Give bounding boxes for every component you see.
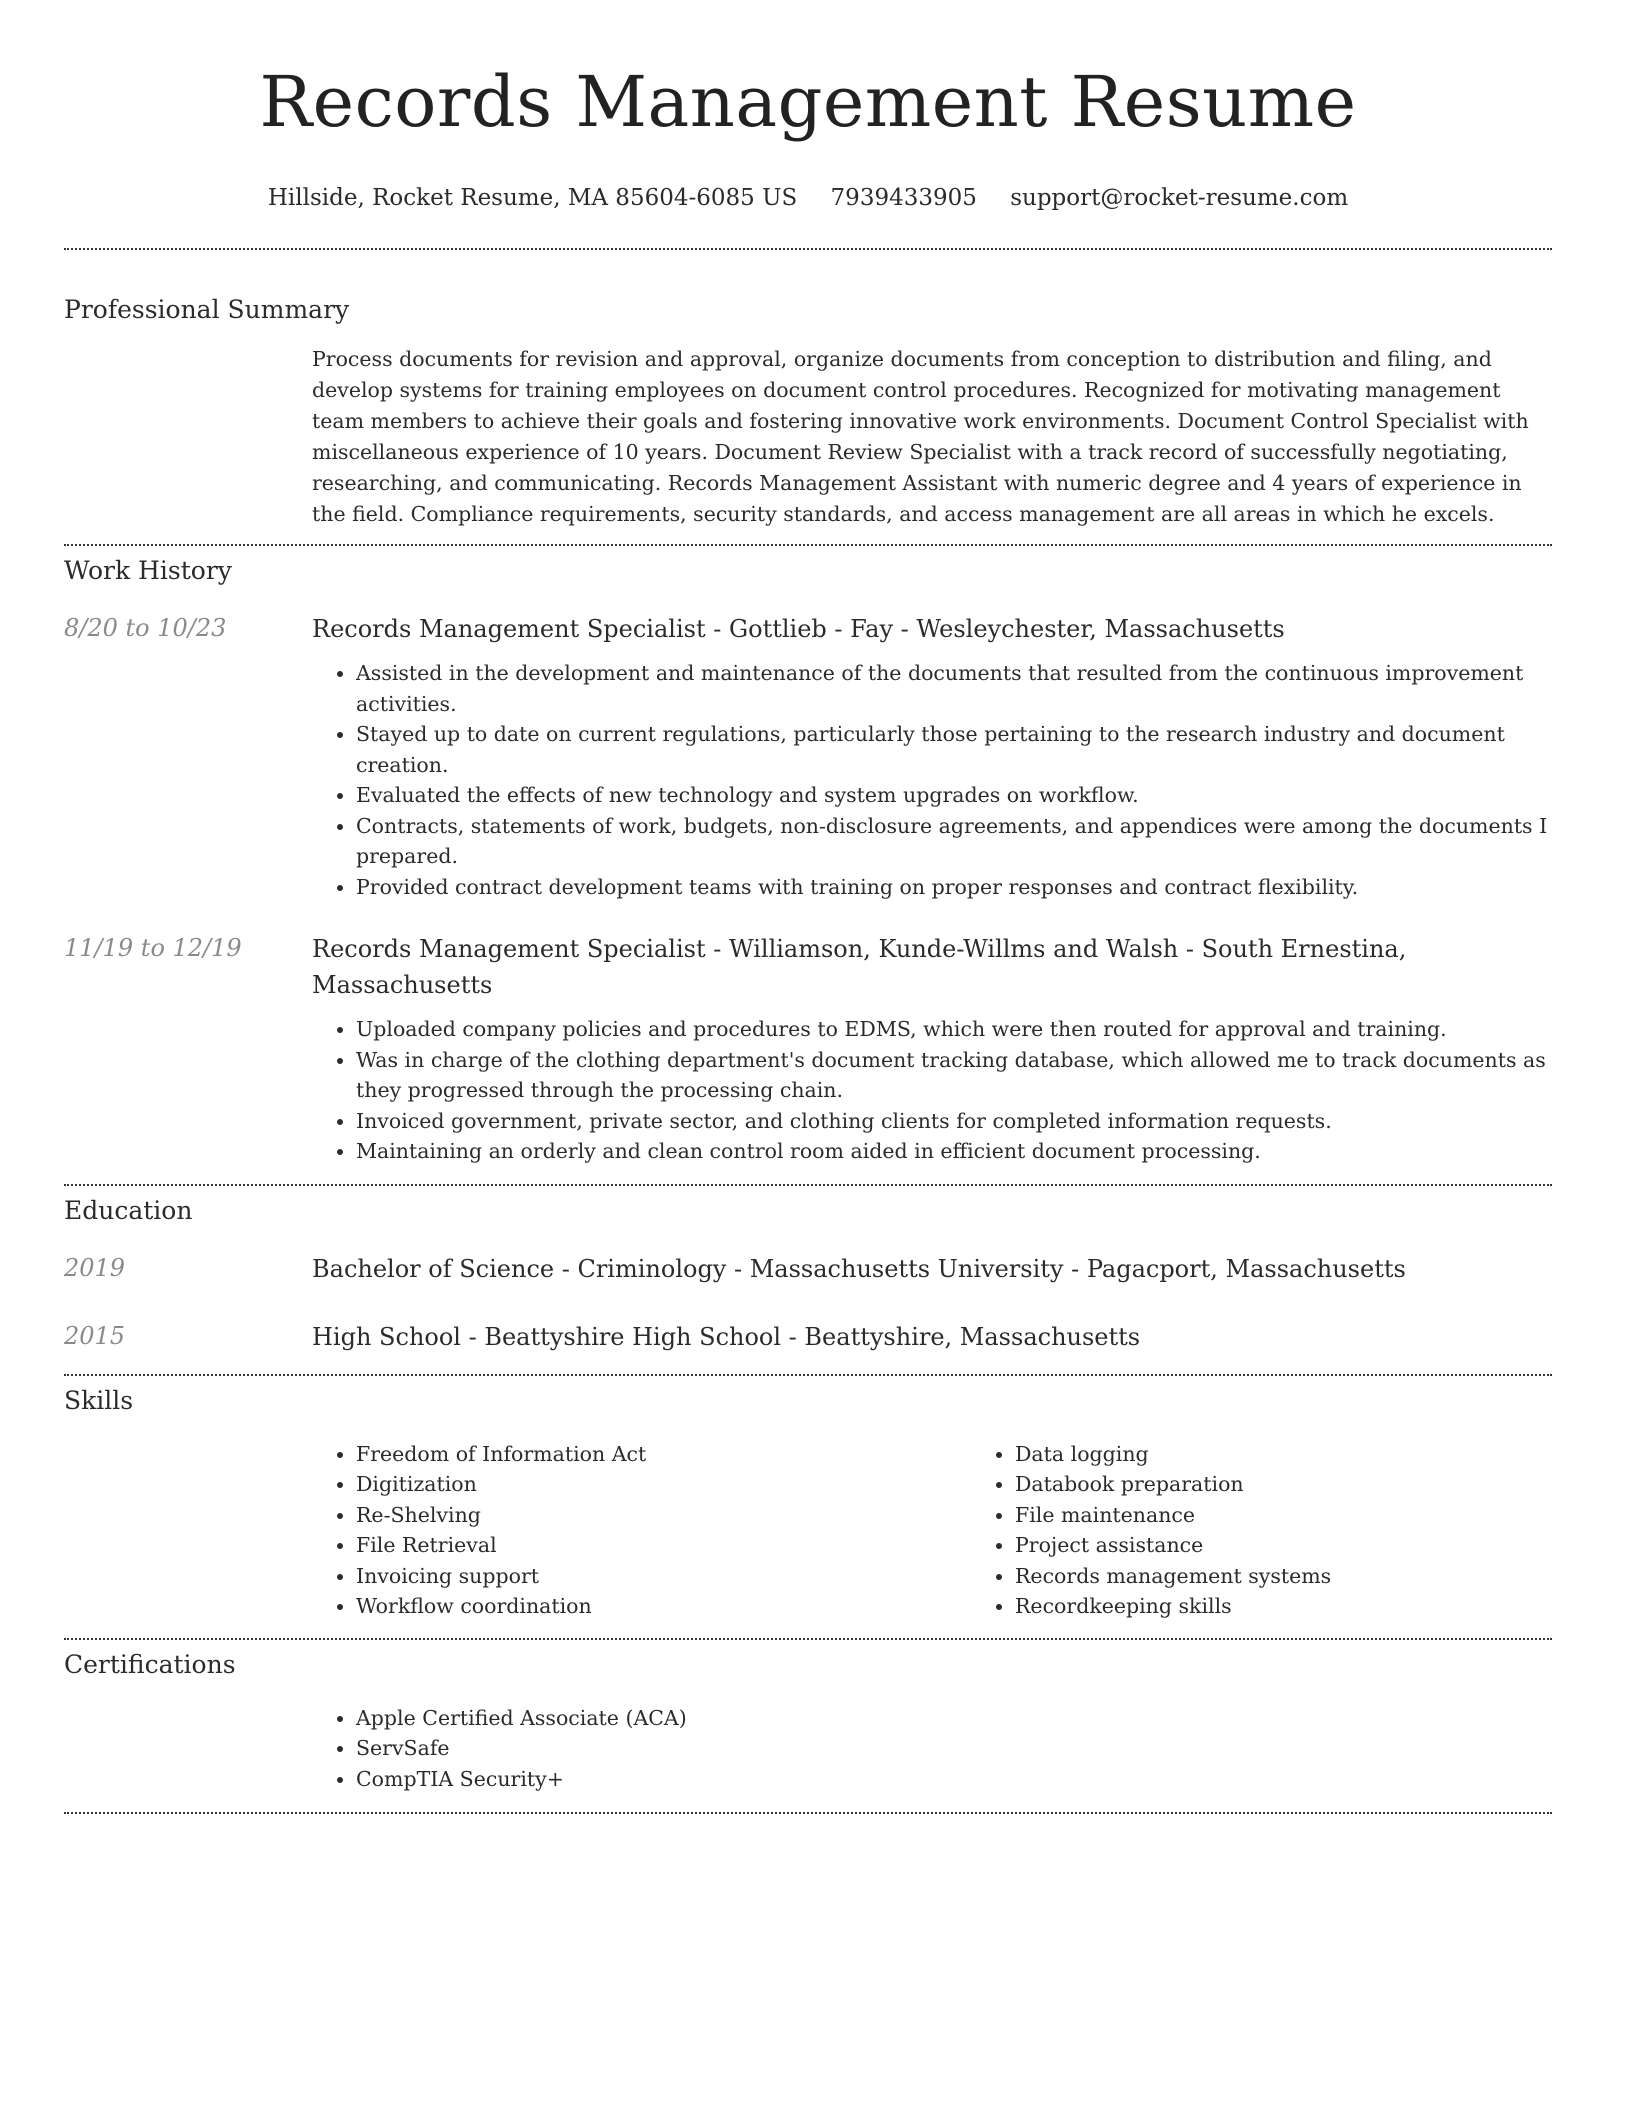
- divider: [64, 544, 1552, 546]
- divider: [64, 1638, 1552, 1640]
- education-text: Bachelor of Science - Criminology - Massachusetts University - Pagacport, Massachusetts: [312, 1254, 1406, 1283]
- job-bullet: • Contracts, statements of work, budgets, non-disclosure agreements, and appendices were among the documents I prepared.: [356, 811, 1552, 872]
- skill-item: • Records management systems: [1015, 1561, 1552, 1592]
- job-dates: 11/19 to 12/19: [64, 934, 242, 962]
- skill-item: • Project assistance: [1015, 1530, 1552, 1561]
- skill-item: • Digitization: [356, 1469, 971, 1500]
- job-entry: [64, 611, 1552, 902]
- job-title: Records Management Specialist - Williamson, Kunde-Willms and Walsh - South Ernestina, Massachusetts: [312, 935, 1407, 999]
- certification-item: • CompTIA Security+: [356, 1764, 1552, 1795]
- skill-item: • Freedom of Information Act: [356, 1439, 971, 1470]
- skills-row: [64, 1439, 1552, 1622]
- education-year: 2015: [64, 1321, 126, 1350]
- section-heading-work: Work History: [64, 556, 232, 585]
- contact-email: support@rocket-resume.com: [1010, 185, 1349, 211]
- skill-item: • File Retrieval: [356, 1530, 971, 1561]
- education-text: High School - Beattyshire High School - Beattyshire, Massachusetts: [312, 1322, 1141, 1351]
- job-bullet: • Assisted in the development and maintenance of the documents that resulted from the continuous improvement activities.: [356, 658, 1552, 719]
- job-bullet: • Provided contract development teams with training on proper responses and contract flexibility.: [356, 872, 1552, 903]
- job-bullet: • Evaluated the effects of new technology and system upgrades on workflow.: [356, 780, 1552, 811]
- education-year: 2019: [64, 1253, 126, 1282]
- divider: [64, 1374, 1552, 1376]
- skill-item: • Invoicing support: [356, 1561, 971, 1592]
- certification-item: • ServSafe: [356, 1733, 1552, 1764]
- job-bullet: • Was in charge of the clothing department's document tracking database, which allowed me to track documents as they progressed through the processing chain.: [356, 1045, 1552, 1106]
- skill-item: • Workflow coordination: [356, 1591, 971, 1622]
- education-entry: [64, 1319, 1552, 1355]
- job-bullet: • Invoiced government, private sector, and clothing clients for completed information requests.: [356, 1106, 1552, 1137]
- contact-line: [64, 182, 1552, 214]
- section-heading-summary: Professional Summary: [64, 295, 350, 324]
- job-bullets: [312, 658, 1552, 902]
- section-heading-skills: Skills: [64, 1385, 134, 1415]
- divider: [64, 1184, 1552, 1186]
- summary-row: [64, 344, 1552, 530]
- certifications-list: [312, 1703, 1552, 1795]
- resume-title: Records Management Resume: [259, 61, 1357, 143]
- summary-text: Process documents for revision and approval, organize documents from conception to distribution and filing, and develop systems for training employees on document control procedures. Recognized for motivating management team members to achieve their goals and fostering innovative work environments. Document Control Specialist with miscellaneous experience of 10 years. Document Review Specialist with a track record of successfully negotiating, researching, and communicating. Records Management Assistant with numeric degree and 4 years of experience in the field. Compliance requirements, security standards, and access management are all areas in which he excels.: [312, 347, 1529, 526]
- skill-item: • Databook preparation: [1015, 1469, 1552, 1500]
- skill-item: • File maintenance: [1015, 1500, 1552, 1531]
- divider: [64, 248, 1552, 250]
- contact-address: Hillside, Rocket Resume, MA 85604-6085 US: [267, 185, 798, 211]
- skill-item: • Re-Shelving: [356, 1500, 971, 1531]
- education-entry: [64, 1251, 1552, 1287]
- job-bullet: • Uploaded company policies and procedures to EDMS, which were then routed for approval and training.: [356, 1014, 1552, 1045]
- divider: [64, 1812, 1552, 1814]
- skills-column: [312, 1439, 971, 1622]
- section-heading-education: Education: [64, 1195, 193, 1225]
- job-dates: 8/20 to 10/23: [64, 614, 227, 642]
- job-bullet: • Stayed up to date on current regulations, particularly those pertaining to the research industry and document creation.: [356, 719, 1552, 780]
- job-bullets: [312, 1014, 1552, 1167]
- job-bullet: • Maintaining an orderly and clean control room aided in efficient document processing.: [356, 1136, 1552, 1167]
- certification-item: • Apple Certified Associate (ACA): [356, 1703, 1552, 1734]
- skill-item: • Data logging: [1015, 1439, 1552, 1470]
- contact-phone: 7939433905: [830, 185, 977, 211]
- job-title: Records Management Specialist - Gottlieb - Fay - Wesleychester, Massachusetts: [312, 615, 1285, 643]
- certifications-row: [64, 1703, 1552, 1795]
- skill-item: • Recordkeeping skills: [1015, 1591, 1552, 1622]
- skills-column: [971, 1439, 1552, 1622]
- job-entry: [64, 931, 1552, 1167]
- section-heading-certifications: Certifications: [64, 1649, 236, 1679]
- resume-page: [64, 0, 1552, 1814]
